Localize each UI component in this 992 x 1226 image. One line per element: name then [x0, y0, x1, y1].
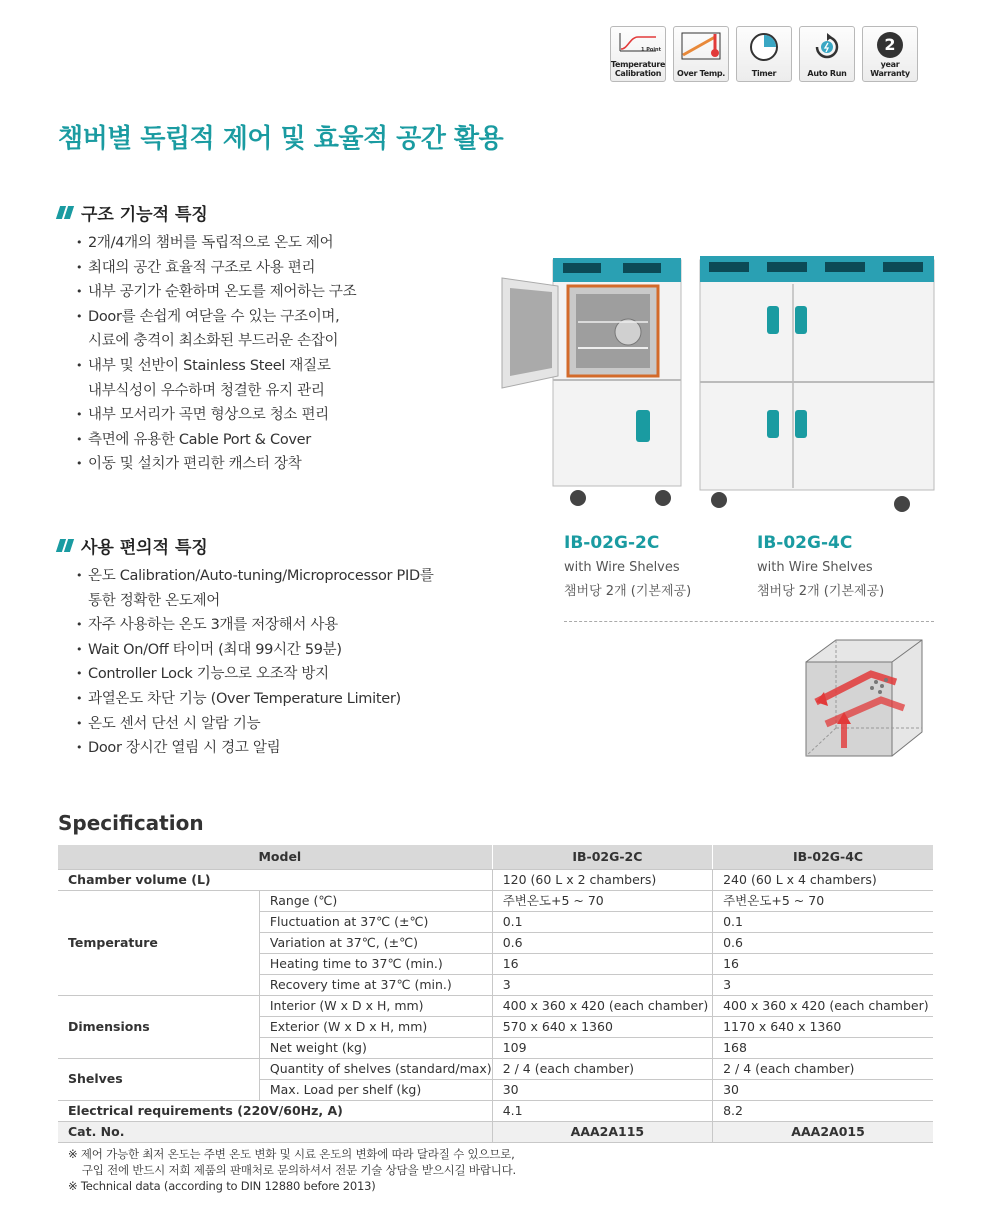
row-label: Max. Load per shelf (kg) — [259, 1079, 492, 1100]
cell-4c: 주변온도+5 ~ 70 — [713, 890, 933, 911]
section-structure-title — [58, 200, 208, 225]
header-model: Model — [58, 845, 492, 869]
list-item-text: 이동 및 설치가 편리한 캐스터 장착 — [88, 456, 302, 473]
cell-2c: 0.1 — [492, 911, 712, 932]
list-item-text: 과열온도 차단 기능 (Over Temperature Limiter) — [88, 690, 401, 707]
convenience-feature-list — [76, 564, 434, 761]
table-row — [58, 1058, 933, 1079]
table-row — [58, 890, 933, 911]
icon-label: Over Temp. — [676, 69, 726, 78]
auto-run-icon — [799, 26, 855, 82]
product-image-4c — [697, 248, 937, 518]
list-item — [76, 305, 356, 354]
product-shelves-4c: with Wire Shelves — [757, 560, 873, 575]
list-item-text: • 온도 Calibration/Auto-tuning/Microprocessor PID를 — [88, 568, 434, 584]
header-model-2c: IB-02G-2C — [492, 845, 712, 869]
cell-4c: 1170 x 640 x 1360 — [713, 1016, 933, 1037]
cell-2c: 30 — [492, 1079, 712, 1100]
feature-icons — [610, 26, 918, 82]
warranty-number: 2 — [877, 32, 903, 58]
list-item-text: 최대의 공간 효율적 구조로 사용 편리 — [88, 259, 316, 276]
list-item-text: 내부 공기가 순환하며 온도를 제어하는 구조 — [88, 284, 357, 301]
row-label: Net weight (kg) — [259, 1037, 492, 1058]
list-item — [76, 712, 434, 737]
icon-label: Auto Run — [807, 69, 847, 78]
divider-dashed — [564, 621, 934, 622]
footnotes — [68, 1146, 516, 1194]
cell-4c: 168 — [713, 1037, 933, 1058]
list-item — [76, 687, 434, 712]
cell-4c: 8.2 — [713, 1100, 933, 1121]
product-shelves-note-4c: 챔버당 2개 (기본제공) — [757, 584, 885, 599]
product-image-2c — [498, 248, 688, 510]
cell-4c: AAA2A015 — [713, 1121, 933, 1142]
list-item-text: 2개/4개의 챔버를 독립적으로 온도 제어 — [88, 235, 334, 251]
row-label: Quantity of shelves (standard/max) — [259, 1058, 492, 1079]
icon-label: Timer — [751, 69, 777, 78]
list-item-text: 자주 사용하는 온도 3개를 저장해서 사용 — [88, 617, 338, 634]
timer-icon — [736, 26, 792, 82]
cell-4c: 240 (60 L x 4 chambers) — [713, 869, 933, 890]
list-item — [76, 428, 356, 453]
product-shelves-2c: with Wire Shelves — [564, 560, 680, 575]
cell-2c: 0.6 — [492, 932, 712, 953]
list-item — [76, 638, 434, 663]
footnote-line: ※ Technical data (according to DIN 12880 before 2013) — [68, 1179, 376, 1193]
cell-2c: 109 — [492, 1037, 712, 1058]
row-label: Heating time to 37℃ (min.) — [259, 953, 492, 974]
product-shelves-note-2c: 챔버당 2개 (기본제공) — [564, 584, 692, 599]
row-label: Range (℃) — [259, 890, 492, 911]
icon-label-line-2: Warranty — [870, 69, 910, 78]
icon-label — [611, 60, 665, 78]
list-item — [76, 403, 356, 428]
cell-4c: 16 — [713, 953, 933, 974]
row-label: Cat. No. — [58, 1121, 492, 1142]
cell-2c: 주변온도+5 ~ 70 — [492, 890, 712, 911]
row-label: Exterior (W x D x H, mm) — [259, 1016, 492, 1037]
list-item-text: 내부 모서리가 곡면 형상으로 청소 편리 — [88, 407, 329, 424]
list-item-text-cont: 시료에 충격이 최소화된 부드러운 손잡이 — [88, 333, 339, 350]
list-item — [76, 662, 434, 687]
temperature-calibration-icon — [610, 26, 666, 82]
section-title-text: 구조 기능적 특징 — [81, 205, 208, 225]
table-row-cat-no — [58, 1121, 933, 1142]
list-item-text: • 내부 및 선반이 Stainless Steel 재질로 — [88, 357, 331, 374]
list-item-text: Wait On/Off 타이머 (최대 99시간 59분) — [88, 641, 342, 658]
section-convenience-title — [58, 533, 208, 558]
list-item — [76, 231, 356, 256]
section-marker-icon — [58, 206, 72, 219]
table-row — [58, 1100, 933, 1121]
list-item-text-cont: 통한 정확한 온도제어 — [88, 592, 220, 609]
group-label: Shelves — [58, 1058, 259, 1100]
list-item-text-cont: 내부식성이 우수하며 청결한 유지 관리 — [88, 382, 325, 399]
list-item — [76, 613, 434, 638]
group-label: Dimensions — [58, 995, 259, 1058]
row-label: Chamber volume (L) — [58, 869, 492, 890]
page-headline: 챔버별 독립적 제어 및 효율적 공간 활용 — [58, 124, 504, 154]
cell-2c: 2 / 4 (each chamber) — [492, 1058, 712, 1079]
cell-2c: 16 — [492, 953, 712, 974]
cell-4c: 0.6 — [713, 932, 933, 953]
cell-2c: 400 x 360 x 420 (each chamber) — [492, 995, 712, 1016]
structure-feature-list — [76, 231, 356, 477]
cell-4c: 400 x 360 x 420 (each chamber) — [713, 995, 933, 1016]
cell-2c: 120 (60 L x 2 chambers) — [492, 869, 712, 890]
warranty-icon — [862, 26, 918, 82]
over-temp-icon — [673, 26, 729, 82]
icon-label-line-1: year — [880, 60, 900, 69]
group-label: Temperature — [58, 890, 259, 995]
list-item — [76, 564, 434, 613]
row-label: Fluctuation at 37℃ (±℃) — [259, 911, 492, 932]
row-label: Recovery time at 37℃ (min.) — [259, 974, 492, 995]
row-label: Electrical requirements (220V/60Hz, A) — [58, 1100, 492, 1121]
product-name-4c: IB-02G-4C — [757, 533, 853, 553]
cell-2c: 570 x 640 x 1360 — [492, 1016, 712, 1037]
cell-4c: 3 — [713, 974, 933, 995]
icon-small-label: 1 Point — [641, 47, 661, 53]
list-item-text: Door 장시간 열림 시 경고 알림 — [88, 740, 281, 757]
list-item-text: Controller Lock 기능으로 오조작 방지 — [88, 666, 329, 683]
list-item — [76, 736, 434, 761]
icon-label-line-2: Calibration — [614, 69, 662, 78]
specification-table — [58, 845, 933, 1143]
product-name-2c: IB-02G-2C — [564, 533, 660, 553]
cell-4c: 2 / 4 (each chamber) — [713, 1058, 933, 1079]
row-label: Interior (W x D x H, mm) — [259, 995, 492, 1016]
cell-2c: 4.1 — [492, 1100, 712, 1121]
list-item — [76, 452, 356, 477]
section-marker-icon — [58, 539, 72, 552]
icon-label-line-1: Temperature — [610, 60, 666, 69]
cell-4c: 30 — [713, 1079, 933, 1100]
list-item-text: 측면에 유용한 Cable Port & Cover — [88, 431, 311, 448]
section-title-text: 사용 편의적 특징 — [81, 538, 208, 558]
cell-2c: AAA2A115 — [492, 1121, 712, 1142]
cell-2c: 3 — [492, 974, 712, 995]
list-item — [76, 354, 356, 403]
header-model-4c: IB-02G-4C — [713, 845, 933, 869]
table-header-row — [58, 845, 933, 869]
row-label: Variation at 37℃, (±℃) — [259, 932, 492, 953]
airflow-diagram — [796, 632, 926, 762]
list-item — [76, 256, 356, 281]
list-item-text: • Door를 손쉽게 여닫을 수 있는 구조이며, — [88, 308, 340, 325]
list-item-text: 온도 센서 단선 시 알람 기능 — [88, 715, 261, 732]
table-row — [58, 995, 933, 1016]
list-item — [76, 280, 356, 305]
icon-label — [870, 60, 910, 78]
footnote-line: ※ 제어 가능한 최저 온도는 주변 온도 변화 및 시료 온도의 변화에 따라 달라질 수 있으므로, — [68, 1147, 515, 1161]
spec-title: Specification — [58, 811, 204, 835]
table-row — [58, 869, 933, 890]
footnote-line: 구입 전에 반드시 저희 제품의 판매처로 문의하셔서 전문 기술 상담을 받으시길 바랍니다. — [68, 1163, 517, 1177]
cell-4c: 0.1 — [713, 911, 933, 932]
